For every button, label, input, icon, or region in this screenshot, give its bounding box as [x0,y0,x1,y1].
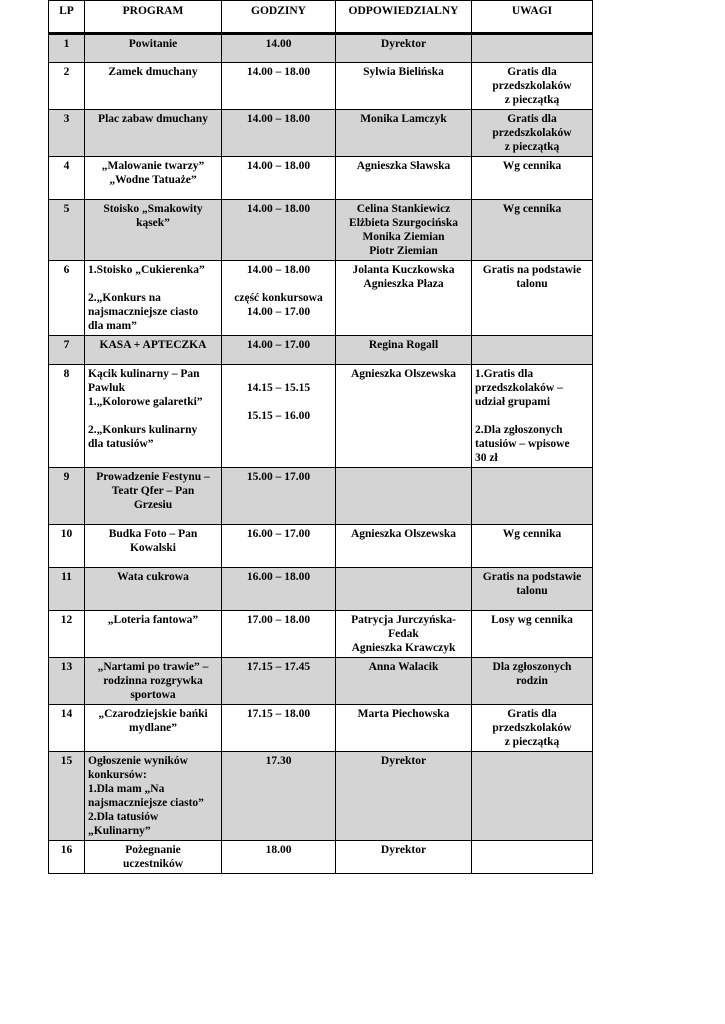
cell-lp: 1 [49,34,85,63]
cell-uwagi [472,336,593,365]
cell-program: Ogłoszenie wyników konkursów: 1.Dla mam „Na najsmaczniejsze ciasto” 2.Dla tatusiów „Kulinarny” [85,752,222,841]
cell-uwagi [472,34,593,63]
cell-odpowiedzialny: Marta Piechowska [336,705,472,752]
cell-lp: 7 [49,336,85,365]
cell-lp: 8 [49,365,85,468]
cell-lp: 9 [49,468,85,525]
table-row [49,658,593,705]
cell-uwagi: Gratis na podstawie talonu [472,261,593,336]
cell-program: 1.Stoisko „Cukierenka” 2.„Konkurs na najsmaczniejsze ciasto dla mam” [85,261,222,336]
cell-lp: 14 [49,705,85,752]
cell-uwagi: Dla zgłoszonych rodzin [472,658,593,705]
cell-uwagi [472,468,593,525]
cell-program: „Loteria fantowa” [85,611,222,658]
cell-odpowiedzialny: Sylwia Bielińska [336,63,472,110]
table-row [49,365,593,468]
cell-lp: 6 [49,261,85,336]
table-row [49,525,593,568]
cell-godziny: 14.00 – 18.00 część konkursowa 14.00 – 17.00 [222,261,336,336]
cell-odpowiedzialny: Patrycja Jurczyńska- Fedak Agnieszka Krawczyk [336,611,472,658]
cell-odpowiedzialny: Dyrektor [336,841,472,874]
cell-odpowiedzialny [336,568,472,611]
cell-lp: 16 [49,841,85,874]
cell-odpowiedzialny: Dyrektor [336,34,472,63]
cell-godziny: 14.00 [222,34,336,63]
cell-odpowiedzialny: Regina Rogall [336,336,472,365]
cell-godziny: 16.00 – 18.00 [222,568,336,611]
header-uwagi: UWAGI [472,1,593,34]
cell-godziny: 14.00 – 18.00 [222,63,336,110]
cell-uwagi: Gratis dla przedszkolaków z pieczątką [472,63,593,110]
cell-program: Powitanie [85,34,222,63]
cell-lp: 13 [49,658,85,705]
table-row [49,63,593,110]
cell-lp: 11 [49,568,85,611]
table-row [49,336,593,365]
cell-uwagi: Wg cennika [472,157,593,200]
cell-odpowiedzialny: Jolanta Kuczkowska Agnieszka Płaza [336,261,472,336]
table-row [49,568,593,611]
cell-odpowiedzialny: Anna Walacik [336,658,472,705]
cell-godziny: 14.00 – 17.00 [222,336,336,365]
cell-odpowiedzialny: Monika Lamczyk [336,110,472,157]
cell-program: KASA + APTECZKA [85,336,222,365]
cell-uwagi: Wg cennika [472,525,593,568]
cell-uwagi: 1.Gratis dla przedszkolaków – udział grupami 2.Dla zgłoszonych tatusiów – wpisowe 30 zł [472,365,593,468]
cell-lp: 4 [49,157,85,200]
cell-godziny: 17.15 – 18.00 [222,705,336,752]
cell-uwagi: Gratis dla przedszkolaków z pieczątką [472,705,593,752]
cell-program: Plac zabaw dmuchany [85,110,222,157]
table-row [49,110,593,157]
cell-odpowiedzialny: Agnieszka Olszewska [336,365,472,468]
cell-lp: 3 [49,110,85,157]
cell-godziny: 17.15 – 17.45 [222,658,336,705]
table-row [49,261,593,336]
cell-godziny: 15.00 – 17.00 [222,468,336,525]
cell-lp: 15 [49,752,85,841]
cell-program: „Czarodziejskie bańki mydlane” [85,705,222,752]
cell-odpowiedzialny: Agnieszka Olszewska [336,525,472,568]
cell-program: „Malowanie twarzy” „Wodne Tatuaże” [85,157,222,200]
cell-program: Zamek dmuchany [85,63,222,110]
cell-odpowiedzialny: Agnieszka Sławska [336,157,472,200]
table-row [49,34,593,63]
cell-godziny: 17.00 – 18.00 [222,611,336,658]
table-row [49,752,593,841]
cell-program: Stoisko „Smakowity kąsek” [85,200,222,261]
cell-program: Budka Foto – Pan Kowalski [85,525,222,568]
cell-uwagi [472,841,593,874]
cell-odpowiedzialny: Celina Stankiewicz Elżbieta Szurgocińska Monika Ziemian Piotr Ziemian [336,200,472,261]
table-row [49,705,593,752]
table-row [49,157,593,200]
cell-uwagi: Wg cennika [472,200,593,261]
cell-lp: 5 [49,200,85,261]
cell-program: Wata cukrowa [85,568,222,611]
program-table [48,0,593,874]
header-program: PROGRAM [85,1,222,34]
header-odpowiedzialny: ODPOWIEDZIALNY [336,1,472,34]
header-row [49,1,593,34]
cell-lp: 12 [49,611,85,658]
cell-godziny: 18.00 [222,841,336,874]
cell-godziny: 14.00 – 18.00 [222,110,336,157]
cell-godziny: 17.30 [222,752,336,841]
cell-uwagi [472,752,593,841]
cell-godziny: 14.00 – 18.00 [222,157,336,200]
cell-program: Pożegnanie uczestników [85,841,222,874]
cell-odpowiedzialny: Dyrektor [336,752,472,841]
cell-godziny: 14.15 – 15.15 15.15 – 16.00 [222,365,336,468]
table-row [49,841,593,874]
table-row [49,200,593,261]
table-row [49,468,593,525]
header-godziny: GODZINY [222,1,336,34]
header-lp: LP [49,1,85,34]
cell-uwagi: Gratis dla przedszkolaków z pieczątką [472,110,593,157]
cell-godziny: 14.00 – 18.00 [222,200,336,261]
cell-godziny: 16.00 – 17.00 [222,525,336,568]
cell-lp: 2 [49,63,85,110]
cell-program: Prowadzenie Festynu – Teatr Qfer – Pan Grzesiu [85,468,222,525]
cell-odpowiedzialny [336,468,472,525]
cell-program: „Nartami po trawie” – rodzinna rozgrywka sportowa [85,658,222,705]
cell-lp: 10 [49,525,85,568]
table-row [49,611,593,658]
cell-program: Kącik kulinarny – Pan Pawluk 1.„Kolorowe galaretki” 2.„Konkurs kulinarny dla tatusiów” [85,365,222,468]
cell-uwagi: Losy wg cennika [472,611,593,658]
cell-uwagi: Gratis na podstawie talonu [472,568,593,611]
